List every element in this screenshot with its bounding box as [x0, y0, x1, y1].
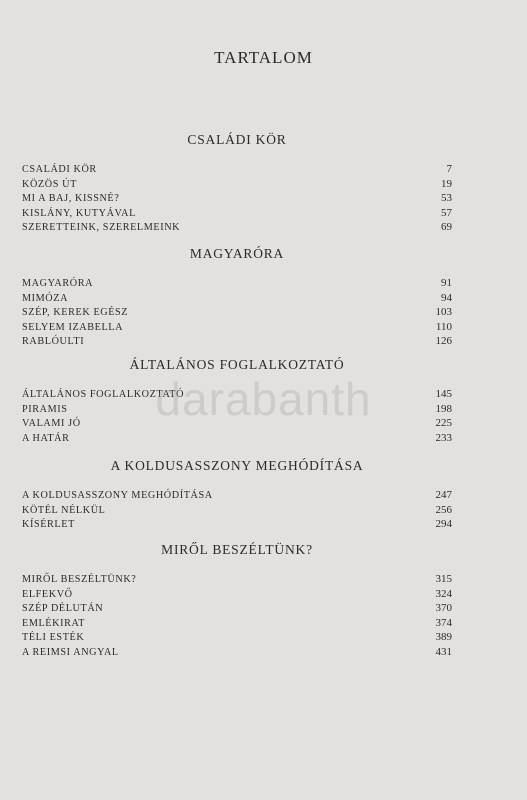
entry-page-number: 233 [435, 431, 452, 444]
entry-label: SZERETTEINK, SZERELMEINK [22, 222, 181, 233]
entry-label: SELYEM IZABELLA [22, 321, 124, 333]
entry-label: EMLÉKIRAT [22, 617, 86, 629]
entry-label: RABLÓULTI [22, 336, 85, 347]
toc-entry [22, 503, 452, 518]
toc-entry [22, 177, 452, 192]
entry-label: TÉLI ESTÉK [22, 632, 85, 643]
section-title: ÁLTALÁNOS FOGLALKOZTATÓ [129, 357, 345, 372]
entry-label: MIRŐL BESZÉLTÜNK? [22, 574, 137, 585]
toc-entry [22, 320, 452, 335]
toc-entry [22, 220, 452, 235]
entry-page-number: 126 [435, 335, 452, 347]
toc-section [22, 132, 452, 235]
entry-page-number: 103 [435, 306, 452, 318]
entry-label: PIRAMIS [22, 403, 68, 415]
entry-page-number: 110 [435, 320, 452, 333]
toc-section [22, 458, 452, 532]
entry-page-number: 91 [441, 277, 452, 289]
entry-page-number: 94 [441, 291, 452, 304]
entry-page-number: 145 [435, 388, 452, 400]
toc-entry [22, 305, 452, 320]
toc-entry [22, 572, 452, 587]
section-title: A KOLDUSASSZONY MEGHÓDÍTÁSA [110, 458, 364, 473]
entry-label: KÖZÖS ÚT [22, 178, 77, 190]
entry-page-number: 53 [441, 192, 452, 204]
entry-page-number: 225 [435, 417, 452, 429]
entry-page-number: 431 [435, 645, 452, 658]
toc-entry [22, 645, 452, 660]
page-title: TARTALOM [214, 48, 313, 67]
toc-entry [22, 191, 452, 206]
toc-entry [22, 630, 452, 645]
toc-entry [22, 431, 452, 446]
entry-label: MAGYARÓRA [22, 278, 94, 289]
toc-entry [22, 334, 452, 349]
entry-page-number: 256 [435, 503, 452, 516]
entry-page-number: 247 [435, 489, 452, 501]
toc-entry [22, 162, 452, 177]
entry-page-number: 7 [446, 163, 452, 175]
toc-entry [22, 601, 452, 616]
entry-label: VALAMI JÓ [22, 418, 81, 429]
entry-label: A HATÁR [22, 432, 70, 444]
toc-entry [22, 387, 452, 402]
toc-entry [22, 402, 452, 417]
entry-page-number: 19 [441, 177, 452, 190]
entry-page-number: 294 [435, 518, 452, 530]
toc-entry [22, 488, 452, 503]
toc-entry [22, 276, 452, 291]
entry-label: MIMÓZA [22, 292, 69, 304]
entry-label: SZÉP, KEREK EGÉSZ [22, 307, 129, 318]
entry-label: A REIMSI ANGYAL [22, 646, 119, 658]
entry-page-number: 389 [435, 631, 452, 643]
section-title: MIRŐL BESZÉLTÜNK? [161, 542, 313, 557]
watermark: darabanth [155, 373, 372, 425]
entry-label: A KOLDUSASSZONY MEGHÓDÍTÁSA [22, 490, 213, 501]
section-title: CSALÁDI KÖR [187, 132, 287, 147]
entry-page-number: 324 [435, 587, 452, 600]
entry-page-number: 374 [435, 616, 452, 629]
toc-entry [22, 587, 452, 602]
toc-entry [22, 616, 452, 631]
entry-label: KISLÁNY, KUTYÁVAL [22, 207, 136, 219]
entry-page-number: 198 [435, 402, 452, 415]
entry-label: ELFEKVŐ [22, 588, 73, 600]
toc-section [22, 542, 452, 659]
entry-label: KÍSÉRLET [22, 519, 75, 530]
entry-label: CSALÁDI KÖR [22, 164, 97, 175]
entry-page-number: 69 [441, 221, 452, 233]
entry-label: KÖTÉL NÉLKÜL [22, 504, 106, 516]
entry-page-number: 57 [441, 206, 452, 219]
toc-section [22, 357, 452, 445]
toc-section [22, 246, 452, 349]
entry-label: ÁLTALÁNOS FOGLALKOZTATÓ [22, 389, 185, 400]
toc-entry [22, 206, 452, 221]
section-title: MAGYARÓRA [189, 246, 285, 261]
entry-label: MI A BAJ, KISSNÉ? [22, 193, 120, 204]
toc-entry [22, 291, 452, 306]
entry-label: SZÉP DÉLUTÁN [22, 603, 104, 614]
toc-entry [22, 416, 452, 431]
toc-entry [22, 517, 452, 532]
entry-page-number: 370 [435, 602, 452, 614]
entry-page-number: 315 [435, 573, 452, 585]
